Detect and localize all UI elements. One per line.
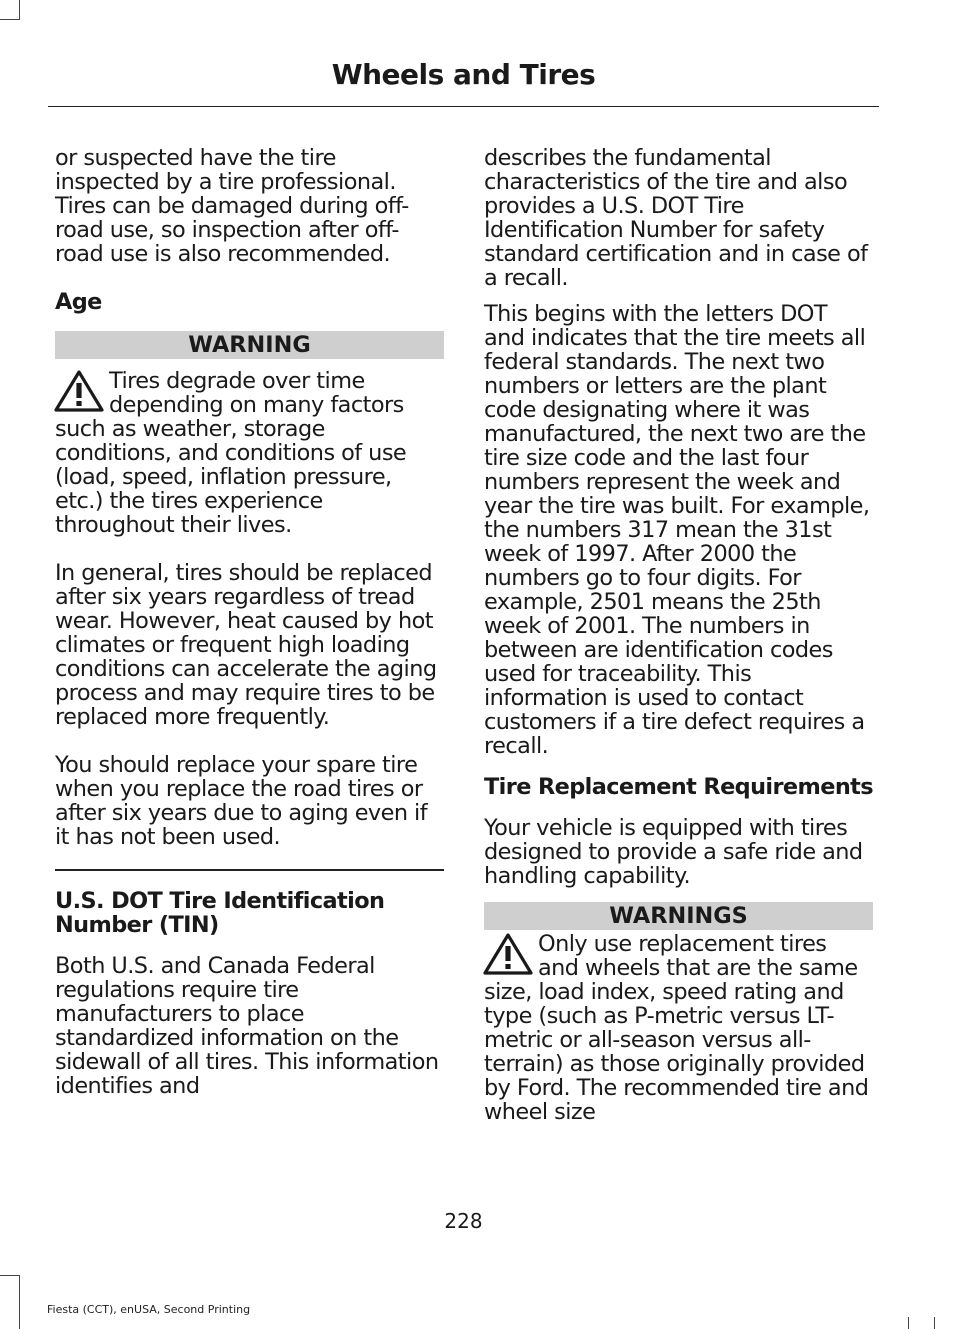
- crop-mark-bottom-right-b: [934, 1317, 935, 1329]
- crop-mark-top-left-v: [19, 0, 20, 19]
- paragraph: This begins with the letters DOT and indicates that the tire meets all federal standards. The next two numbers or letters are the plant code designating where it was manufactured, the next two are the tire size code and the last four numbers represent the week and year the tire was built. For example, the numbers 317 mean the 31st week of 1997. After 2000 the numbers go to four digits. For example, 2501 means the 25th week of 2001. The numbers in between are identification codes used for traceability. This information is used to contact customers if a tire defect requires a recall.: [484, 301, 870, 759]
- paragraph: Both U.S. and Canada Federal regulations require tire manufacturers to place standardized information on the sidewall of all tires. This information identifies and: [55, 953, 439, 1099]
- crop-mark-bottom-right-a: [908, 1317, 909, 1329]
- crop-mark-top-left-h: [0, 19, 20, 20]
- warning-triangle-icon: [482, 932, 534, 976]
- warnings-banner: WARNINGS: [484, 902, 873, 930]
- page-title: Wheels and Tires: [331, 58, 596, 91]
- section-heading-tire-replacement: Tire Replacement Requirements: [484, 774, 874, 800]
- paragraph: You should replace your spare tire when you replace the road tires or after six years due to aging even if it has not been used.: [55, 752, 428, 850]
- page-number: 228: [444, 1209, 483, 1233]
- paragraph: In general, tires should be replaced after six years regardless of tread wear. However, heat caused by hot climates or frequent high loading conditions can accelerate the aging process and may require tires to be replaced more frequently.: [55, 560, 437, 730]
- warning-triangle-icon: [53, 369, 105, 413]
- warnings-text: Only use replacement tires and wheels that are the same size, load index, speed rating and type (such as P-metric versus LT-metric or all-season versus all-terrain) as those originally provided by Ford. The recommended tire and wheel size: [484, 931, 869, 1125]
- left-column: [55, 146, 444, 1122]
- warning-text: Tires degrade over time depending on many factors such as weather, storage conditions, and conditions of use (load, speed, inflation pressure, etc.) the tires experience throughout their lives.: [55, 368, 407, 538]
- section-heading-age: Age: [55, 289, 102, 315]
- warnings-block: [484, 932, 873, 1124]
- crop-mark-bottom-left-h: [0, 1275, 20, 1276]
- footer-text: Fiesta (CCT), enUSA, Second Printing: [47, 1303, 251, 1316]
- crop-mark-bottom-left-v: [19, 1275, 20, 1329]
- section-divider: [55, 869, 444, 871]
- paragraph: Your vehicle is equipped with tires designed to provide a safe ride and handling capability.: [484, 815, 863, 889]
- section-heading-tin: U.S. DOT Tire Identification Number (TIN): [55, 888, 385, 938]
- paragraph: describes the fundamental characteristics of the tire and also provides a U.S. DOT Tire Identification Number for safety standard certification and in case of a recall.: [484, 145, 868, 291]
- right-column: [484, 146, 873, 1148]
- warning-block: [55, 369, 444, 537]
- paragraph: or suspected have the tire inspected by a tire professional. Tires can be damaged during off-road use, so inspection after off-road use is also recommended.: [55, 145, 409, 267]
- warning-banner: WARNING: [55, 331, 444, 359]
- header-divider: [48, 106, 879, 107]
